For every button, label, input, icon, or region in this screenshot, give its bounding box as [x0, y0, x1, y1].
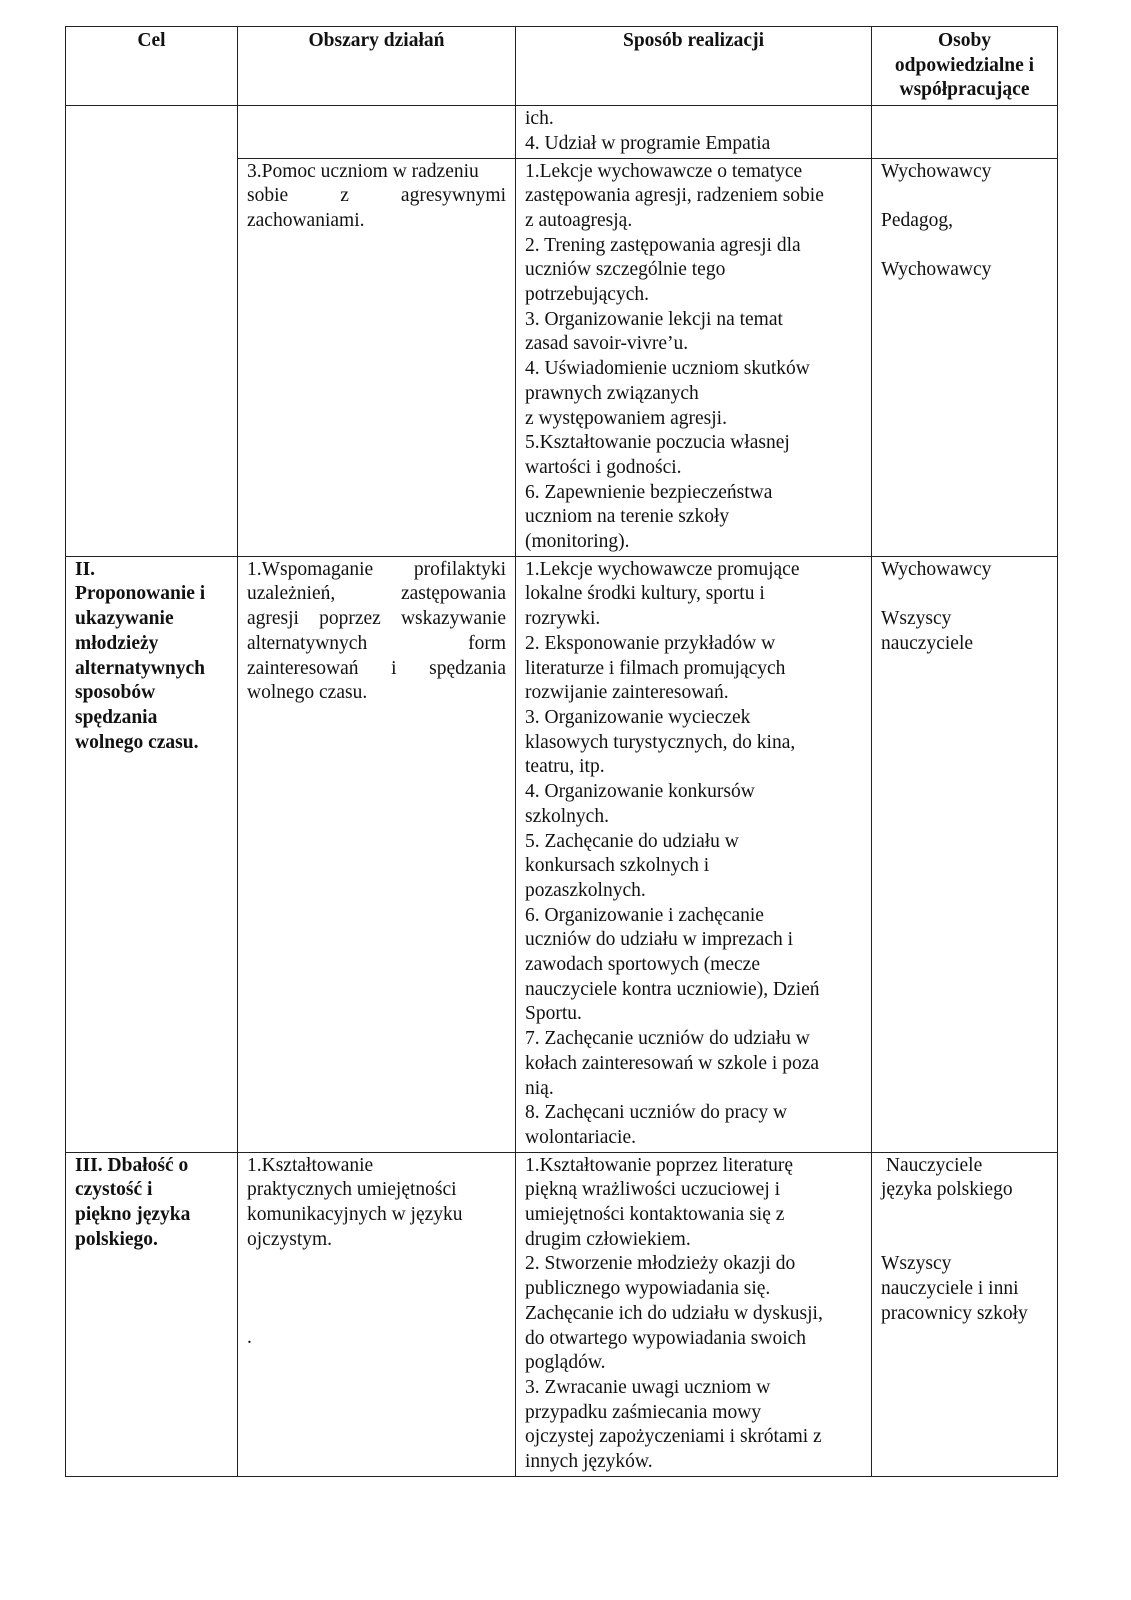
area-cell [238, 1152, 516, 1476]
text-line: 3.Pomoc uczniom w radzeniu [247, 160, 479, 182]
responsible-cell [872, 556, 1058, 1152]
header-sposob [516, 27, 872, 106]
text-line: prawnych związanych [525, 382, 699, 404]
text-line: innych języków. [525, 1451, 653, 1473]
table-row [66, 556, 1058, 1152]
text-line: ukazywanie [75, 608, 174, 630]
text-line: przypadku zaśmiecania mowy [525, 1401, 762, 1423]
text-line: Wychowawcy [881, 558, 992, 580]
text-line: sobie z agresywnymi [247, 185, 506, 207]
text-line: rozrywki. [525, 608, 601, 630]
header-obszary [238, 27, 516, 106]
text-line: ojczystej zapożyczeniami i skrótami z [525, 1426, 822, 1448]
text-line: 1.Kształtowanie [247, 1154, 374, 1176]
text-line: szkolnych. [525, 805, 609, 827]
responsible-cell-empty [872, 106, 1058, 158]
text-line: wolnego czasu. [247, 682, 368, 704]
text-line: 1.Wspomaganie profilaktyki [247, 558, 506, 580]
text-line: zastępowania agresji, radzeniem sobie [525, 185, 824, 207]
text-line: Pedagog, [881, 209, 954, 231]
spacer [881, 582, 1048, 607]
text-line: nauczyciele kontra uczniowie), Dzień [525, 978, 820, 1000]
education-plan-table [65, 26, 1058, 1477]
text-line: wartości i godności. [525, 456, 682, 478]
text-line: 2. Stworzenie młodzieży okazji do [525, 1253, 796, 1275]
text-line: kołach zainteresowań w szkole i poza [525, 1052, 820, 1074]
text-line: młodzieży [75, 632, 159, 654]
text-line: umiejętności kontaktowania się z [525, 1204, 785, 1226]
text-line: Wychowawcy [881, 259, 992, 281]
text-line: piękną wrażliwości uczuciowej i [525, 1179, 781, 1201]
area-cell [238, 556, 516, 1152]
text-line: sposobów [75, 682, 156, 704]
text-line: komunikacyjnych w języku [247, 1204, 463, 1226]
text-line: nauczyciele [881, 632, 974, 654]
responsible-cell [872, 1152, 1058, 1476]
text-line: Wszyscy [881, 608, 952, 630]
text-line: polskiego. [75, 1228, 158, 1250]
text-line: II. [75, 558, 96, 580]
method-cell [516, 106, 872, 158]
text-line: agresji poprzez wskazywanie [247, 608, 506, 630]
text-line: do otwartego wypowiadania swoich [525, 1327, 807, 1349]
text-line: klasowych turystycznych, do kina, [525, 731, 796, 753]
text-line: (monitoring). [525, 531, 630, 553]
text-line: ich. [525, 108, 554, 130]
text-line: 3. Organizowanie lekcji na temat [525, 308, 783, 330]
header-text: Cel [137, 30, 166, 51]
text-line: z autoagresją. [525, 209, 633, 231]
text-line: nauczyciele i inni [881, 1278, 1019, 1300]
responsible-cell [872, 158, 1058, 556]
text-line: Nauczyciele [881, 1154, 983, 1176]
method-cell [516, 556, 872, 1152]
goal-cell [66, 556, 238, 1152]
text-line: zasad savoir-vivre’u. [525, 333, 689, 355]
header-text: Obszary działań [308, 30, 445, 51]
text-line: . [247, 1327, 252, 1349]
text-line: 6. Zapewnienie bezpieczeństwa [525, 481, 773, 503]
text-line: 3. Zwracanie uwagi uczniom w [525, 1376, 771, 1398]
text-line: Wychowawcy [881, 160, 992, 182]
text-line: alternatywnych form [247, 632, 506, 654]
text-line: języka polskiego [881, 1179, 1013, 1201]
text-line: 1.Lekcje wychowawcze promujące [525, 558, 800, 580]
text-line: Wszyscy [881, 1253, 952, 1275]
text-line: alternatywnych [75, 657, 205, 679]
text-line: 3. Organizowanie wycieczek [525, 706, 751, 728]
text-line: teatru, itp. [525, 756, 605, 778]
text-line: 1.Lekcje wychowawcze o tematyce [525, 160, 803, 182]
header-cel [66, 27, 238, 106]
text-line: uczniom na terenie szkoły [525, 506, 730, 528]
goal-cell-empty [66, 106, 238, 557]
text-line: Sportu. [525, 1003, 582, 1025]
table-row [66, 106, 1058, 158]
table-row [66, 1152, 1058, 1476]
text-line: 5. Zachęcanie do udziału w [525, 830, 739, 852]
text-line: zachowaniami. [247, 209, 365, 231]
text-line: wolontariacie. [525, 1126, 636, 1148]
text-line: 2. Trening zastępowania agresji dla [525, 234, 801, 256]
text-line: 5.Kształtowanie poczucia własnej [525, 432, 790, 454]
text-line: 8. Zachęcani uczniów do pracy w [525, 1102, 788, 1124]
text-line: rozwijanie zainteresowań. [525, 682, 729, 704]
text-line: 2. Eksponowanie przykładów w [525, 632, 776, 654]
text-line: zawodach sportowych (mecze [525, 954, 760, 976]
area-cell-empty [238, 106, 516, 158]
text-line: drugim człowiekiem. [525, 1228, 691, 1250]
method-cell [516, 158, 872, 556]
header-text: współpracujące [899, 79, 1030, 101]
spacer [881, 1203, 1048, 1252]
header-osoby [872, 27, 1058, 106]
text-line: literaturze i filmach promujących [525, 657, 786, 679]
text-line: Proponowanie i [75, 583, 206, 605]
text-line: konkursach szkolnych i [525, 855, 710, 877]
text-line: praktycznych umiejętności [247, 1179, 457, 1201]
text-line: poglądów. [525, 1352, 606, 1374]
header-text: Osoby [937, 30, 992, 51]
header-text: Sposób realizacji [622, 30, 764, 51]
goal-cell [66, 1152, 238, 1476]
text-line: spędzania [75, 706, 158, 728]
text-line: potrzebujących. [525, 284, 649, 306]
header-row [66, 27, 1058, 106]
spacer [881, 184, 1048, 209]
text-line: czystość i [75, 1179, 153, 1201]
method-cell [516, 1152, 872, 1476]
spacer [247, 1252, 506, 1326]
text-line: wolnego czasu. [75, 731, 199, 753]
area-cell [238, 158, 516, 556]
spacer [881, 234, 1048, 259]
text-line: pozaszkolnych. [525, 879, 646, 901]
text-line: nią. [525, 1077, 554, 1099]
text-line: 4. Organizowanie konkursów [525, 781, 755, 803]
text-line: lokalne środki kultury, sportu i [525, 583, 765, 605]
text-line: piękno języka [75, 1204, 191, 1226]
text-line: pracownicy szkoły [881, 1302, 1028, 1324]
text-line: 1.Kształtowanie poprzez literaturę [525, 1154, 794, 1176]
header-text: odpowiedzialne i [894, 54, 1035, 76]
text-line: uczniów szczególnie tego [525, 259, 726, 281]
text-line: ojczystym. [247, 1228, 333, 1250]
text-line: uczniów do udziału w imprezach i [525, 929, 794, 951]
text-line: Zachęcanie ich do udziału w dyskusji, [525, 1302, 823, 1324]
text-line: III. Dbałość o [75, 1154, 189, 1176]
text-line: z występowaniem agresji. [525, 407, 727, 429]
text-line: 7. Zachęcanie uczniów do udziału w [525, 1028, 810, 1050]
text-line: publicznego wypowiadania się. [525, 1278, 771, 1300]
text-line: 4. Udział w programie Empatia [525, 132, 771, 154]
text-line: 6. Organizowanie i zachęcanie [525, 904, 764, 926]
text-line: uzależnień, zastępowania [247, 583, 506, 605]
text-line: zainteresowań i spędzania [247, 657, 506, 679]
text-line: 4. Uświadomienie uczniom skutków [525, 358, 810, 380]
